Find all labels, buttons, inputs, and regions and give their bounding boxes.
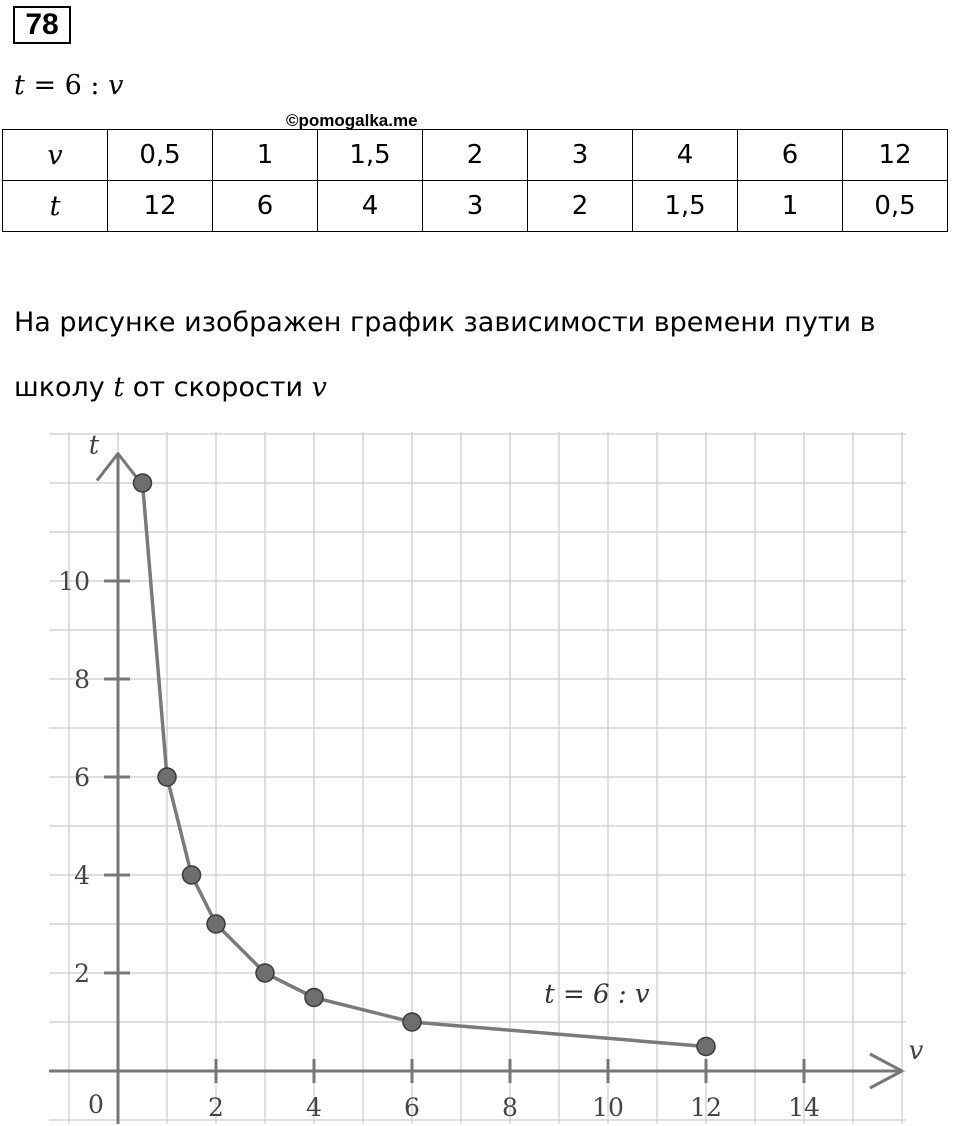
table-cell: 0,5 <box>843 181 948 232</box>
formula-t: t <box>14 70 25 101</box>
table-cell: 4 <box>318 181 423 232</box>
curve-annotation: t = 6 : v <box>544 979 650 1010</box>
watermark: ©pomogalka.me <box>286 111 418 130</box>
description-line-2 <box>14 372 327 403</box>
description-var-v: v <box>311 372 327 403</box>
table-row-t <box>3 181 948 232</box>
description-var-t: t <box>113 372 125 403</box>
description-text: от скорости <box>124 372 312 403</box>
y-tick-label: 10 <box>58 567 90 596</box>
y-tick-label: 2 <box>74 959 90 988</box>
problem-number: 78 <box>13 6 71 44</box>
table-cell: 1 <box>738 181 843 232</box>
table-cell: 2 <box>528 181 633 232</box>
x-tick-label: 8 <box>502 1093 518 1122</box>
table-cell: 1 <box>213 130 318 181</box>
x-tick-label: 6 <box>404 1093 420 1122</box>
table-cell: 4 <box>633 130 738 181</box>
graph-t-of-v <box>0 420 960 1126</box>
table-cell: 3 <box>528 130 633 181</box>
x-axis-label: v <box>908 1036 924 1066</box>
y-tick-label: 6 <box>74 763 90 792</box>
x-tick-label: 12 <box>690 1093 722 1122</box>
data-point <box>256 964 274 982</box>
y-tick-label: 8 <box>74 665 90 694</box>
table-cell: 1,5 <box>318 130 423 181</box>
y-tick-label: 4 <box>74 861 90 890</box>
x-tick-label: 14 <box>788 1093 820 1122</box>
table-cell: 6 <box>738 130 843 181</box>
description-text: школу <box>14 372 114 403</box>
table-cell: 6 <box>213 181 318 232</box>
data-point <box>183 866 201 884</box>
data-point <box>403 1013 421 1031</box>
data-point <box>158 768 176 786</box>
origin-label: 0 <box>88 1090 104 1119</box>
x-tick-label: 2 <box>208 1093 224 1122</box>
data-point <box>207 915 225 933</box>
data-point <box>134 474 152 492</box>
table-cell: 2 <box>423 130 528 181</box>
table-header-v: v <box>3 130 108 181</box>
formula-v: v <box>108 70 124 101</box>
x-tick-label: 4 <box>306 1093 322 1122</box>
data-point <box>305 989 323 1007</box>
formula <box>14 70 123 101</box>
y-axis-label: t <box>88 430 100 461</box>
table-cell: 3 <box>423 181 528 232</box>
table-cell: 0,5 <box>108 130 213 181</box>
table-cell: 1,5 <box>633 181 738 232</box>
x-tick-label: 10 <box>592 1093 624 1122</box>
values-table <box>2 129 948 232</box>
formula-rest: = 6 : <box>24 70 109 101</box>
table-cell: 12 <box>843 130 948 181</box>
data-point <box>697 1038 715 1056</box>
description-line-1: На рисунке изображен график зависимости времени пути в <box>14 307 876 338</box>
table-cell: 12 <box>108 181 213 232</box>
table-header-t: t <box>3 181 108 232</box>
series-line <box>143 483 707 1047</box>
table-row-v <box>3 130 948 181</box>
